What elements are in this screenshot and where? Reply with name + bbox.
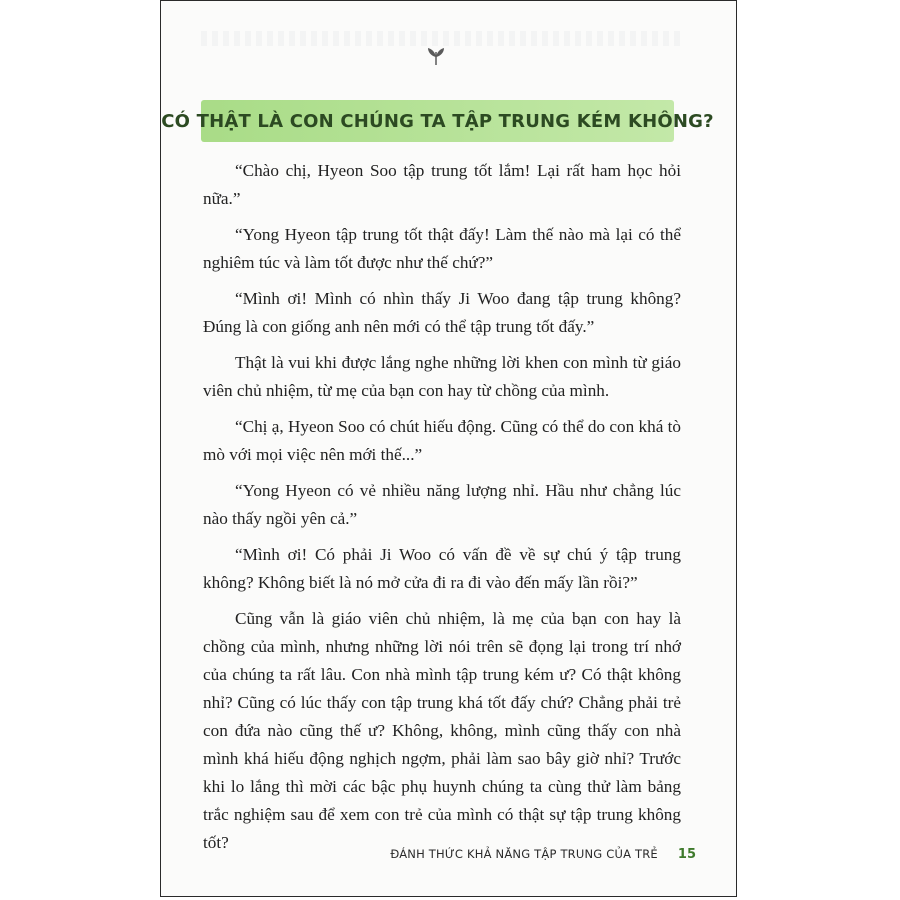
show-through-texture (201, 31, 681, 46)
leaf-ornament-icon (425, 45, 447, 67)
paragraph: “Mình ơi! Có phải Ji Woo có vấn đề về sự chú ý tập trung không? Không biết là nó mở cửa đi ra đi vào đến mấy lần rồi?” (203, 545, 681, 592)
page-footer (161, 847, 696, 862)
paragraph: “Yong Hyeon có vẻ nhiều năng lượng nhỉ. Hầu như chẳng lúc nào thấy ngồi yên cả.” (203, 481, 681, 528)
section-heading: CÓ THẬT LÀ CON CHÚNG TA TẬP TRUNG KÉM KHÔNG? (161, 110, 714, 132)
paragraph: “Yong Hyeon tập trung tốt thật đấy! Làm thế nào mà lại có thể nghiêm túc và làm tốt được như thế chứ?” (203, 225, 681, 272)
book-page (160, 0, 737, 897)
paragraph: “Mình ơi! Mình có nhìn thấy Ji Woo đang tập trung không? Đúng là con giống anh nên mới có thể tập trung tốt đấy.” (203, 289, 681, 336)
paragraph: Thật là vui khi được lắng nghe những lời khen con mình từ giáo viên chủ nhiệm, từ mẹ của bạn con hay từ chồng của mình. (203, 353, 681, 400)
page-number: 15 (677, 847, 696, 862)
paragraph: “Chào chị, Hyeon Soo tập trung tốt lắm! Lại rất ham học hỏi nữa.” (203, 161, 681, 208)
section-heading-band (161, 100, 714, 142)
running-footer-title: ĐÁNH THỨC KHẢ NĂNG TẬP TRUNG CỦA TRẺ (390, 847, 658, 861)
paragraph: Cũng vẫn là giáo viên chủ nhiệm, là mẹ của bạn con hay là chồng của mình, nhưng những lời nói trên sẽ đọng lại trong trí nhớ của chúng ta rất lâu. Con nhà mình tập trung kém ư? Có thật không nhỉ? Cũng có lúc thấy con tập trung khá tốt đấy chứ? Chẳng phải trẻ con đứa nào cũng thế ư? Không, không, mình cũng thấy con nhà mình khá hiếu động nghịch ngợm, phải làm sao bây giờ nhỉ? Trước khi lo lắng thì mời các bậc phụ huynh chúng ta cùng thử làm bảng trắc nghiệm sau để xem con trẻ của mình có thật sự tập trung không tốt? (203, 609, 681, 852)
paragraph: “Chị ạ, Hyeon Soo có chút hiếu động. Cũng có thể do con khá tò mò với mọi việc nên mới thế...” (203, 417, 681, 464)
body-text (203, 157, 681, 865)
